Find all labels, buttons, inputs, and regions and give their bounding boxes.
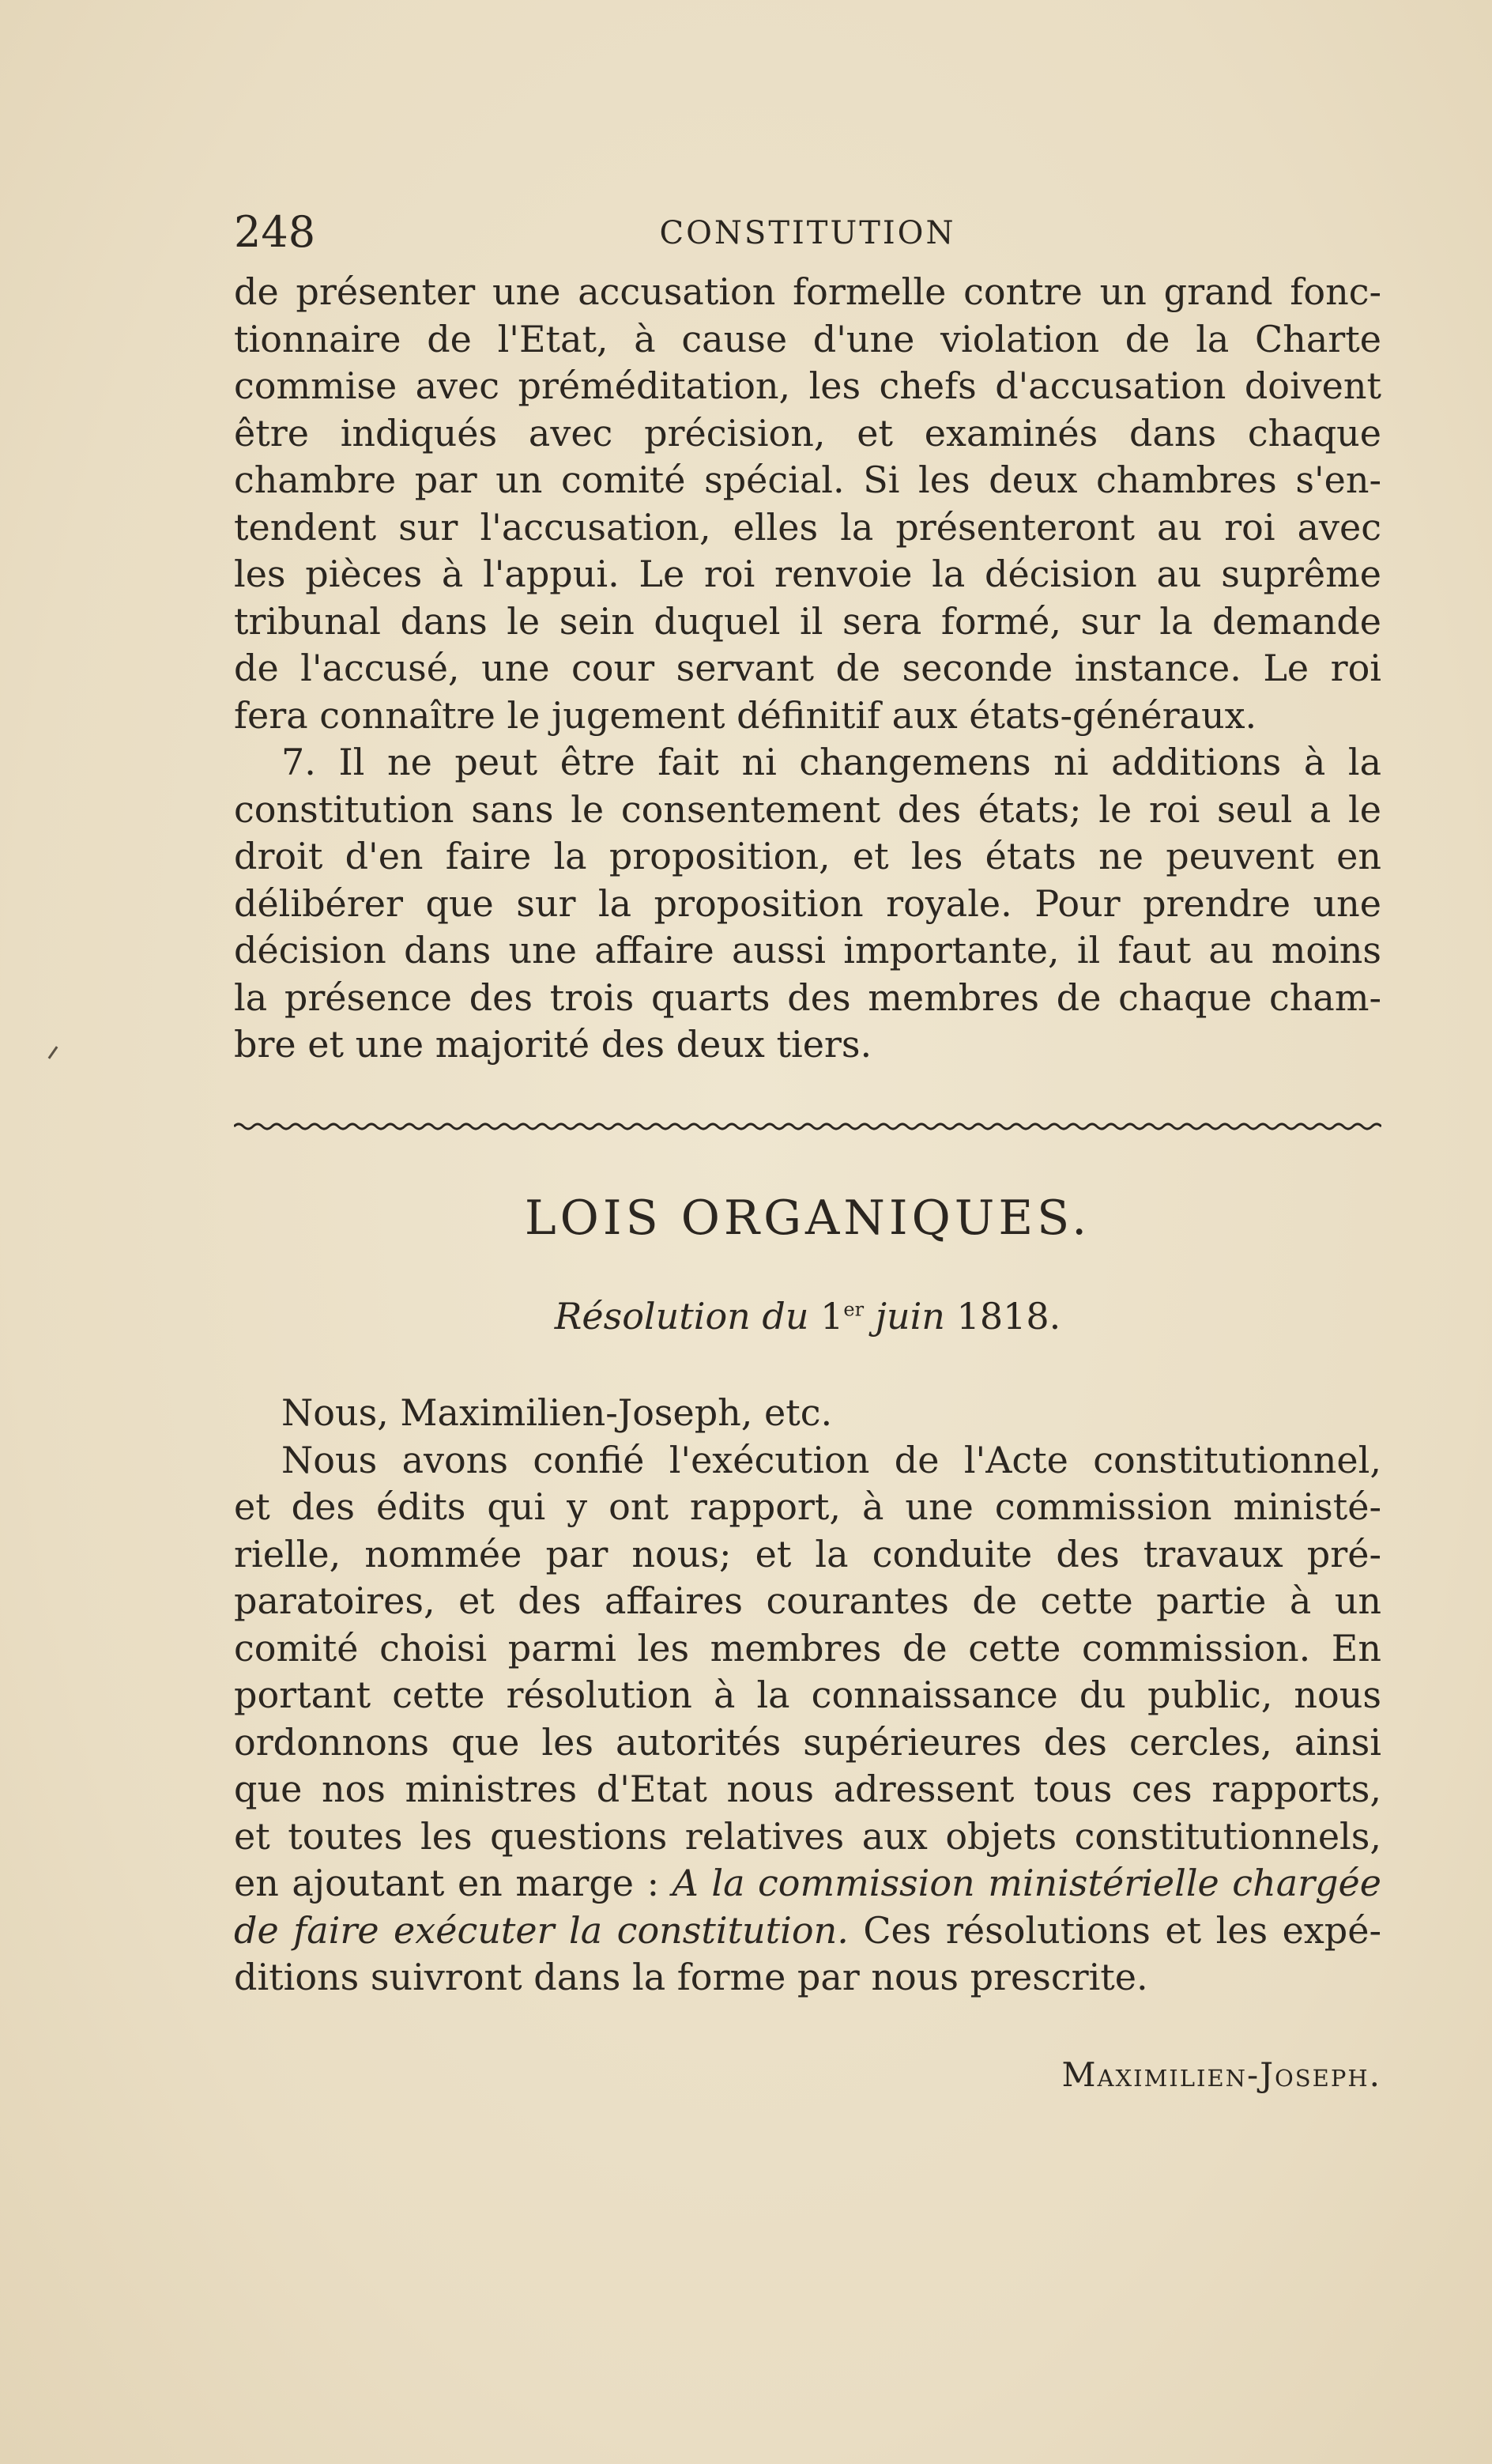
text-line: Nous avons confié l'exécution de l'Acte constitutionnel, (281, 1438, 1381, 1481)
subtitle-day-suffix: er (843, 1298, 865, 1321)
text-line: être indiqués avec précision, et examinés dans chaque (234, 411, 1381, 455)
article-continuation (234, 269, 1381, 739)
margin-pencil-mark (48, 1046, 58, 1058)
text-line: et toutes les questions relatives aux objets constitutionnels, (234, 1814, 1381, 1858)
text-line: tribunal dans le sein duquel il sera formé, sur la demande (234, 599, 1381, 643)
text-line: la présence des trois quarts des membres de chaque cham- (234, 975, 1381, 1019)
text-line: de présenter une accusation formelle contre un grand fonc- (234, 270, 1381, 313)
salutation: Nous, Maximilien-Joseph, etc. (281, 1391, 833, 1434)
text-line (234, 1860, 1381, 1907)
text-line: chambre par un comité spécial. Si les deux chambres s'en- (234, 458, 1381, 501)
section-title: LOIS ORGANIQUES. (524, 1190, 1091, 1246)
signature: Maximilien-Joseph. (1061, 2055, 1381, 2094)
text-line: portant cette résolution à la connaissance du public, nous (234, 1673, 1381, 1716)
subtitle-resolution: Résolution du (554, 1295, 809, 1338)
text-line: paratoires, et des affaires courantes de cette partie à un (234, 1579, 1381, 1622)
text-line: ordonnons que les autorités supérieures des cercles, ainsi (234, 1720, 1381, 1764)
ornamental-rule (234, 1121, 1381, 1132)
text-line: droit d'en faire la proposition, et les états ne peuvent en (234, 835, 1381, 877)
text-line (234, 1907, 1381, 1955)
text-line: bre et une majorité des deux tiers. (234, 1023, 872, 1066)
running-head: CONSTITUTION (659, 215, 956, 251)
text-line: tendent sur l'accusation, elles la présenteront au roi avec (234, 505, 1381, 549)
text-line: et des édits qui y ont rapport, à une commission ministé- (234, 1485, 1381, 1528)
text-line: ditions suivront dans la forme par nous prescrite. (234, 1956, 1148, 1998)
page-number: 248 (234, 207, 316, 257)
text-line: constitution sans le consentement des états; le roi seul a le (234, 787, 1381, 831)
text-line: commise avec préméditation, les chefs d'accusation doivent (234, 364, 1381, 407)
text-line: que nos ministres d'Etat nous adressent tous ces rapports, (234, 1768, 1381, 1810)
text-line: de l'accusé, une cour servant de seconde instance. Le roi (234, 647, 1381, 689)
text-line: décision dans une affaire aussi importante, il faut au moins (234, 929, 1381, 972)
italic-segment: de faire exécuter la constitution. (234, 1908, 849, 1952)
resolution-body (234, 1390, 1381, 2002)
text-line: fera connaître le jugement définitif aux états-généraux. (234, 693, 1257, 737)
italic-segment: A la commission ministérielle chargée (672, 1862, 1382, 1904)
text-line: comité choisi parmi les membres de cette commission. En (234, 1626, 1381, 1670)
subtitle-month: juin (875, 1295, 945, 1338)
article-7 (234, 739, 1381, 1069)
text-line: les pièces à l'appui. Le roi renvoie la décision au suprême (234, 553, 1381, 595)
text-line: délibérer que sur la proposition royale. Pour prendre une (234, 881, 1381, 925)
text-line: rielle, nommée par nous; et la conduite des travaux pré- (234, 1532, 1381, 1575)
text-line: 7. Il ne peut être fait ni changemens ni additions à la (281, 741, 1381, 783)
section-subtitle (234, 1295, 1381, 1338)
text-segment: Ces résolutions et les expé- (863, 1908, 1381, 1952)
subtitle-day: 1 (820, 1295, 844, 1338)
page-header (234, 207, 1381, 262)
text-segment: en ajoutant en marge : (234, 1862, 660, 1904)
text-line: tionnaire de l'Etat, à cause d'une violation de la Charte (234, 317, 1381, 360)
subtitle-year: 1818. (956, 1295, 1061, 1338)
